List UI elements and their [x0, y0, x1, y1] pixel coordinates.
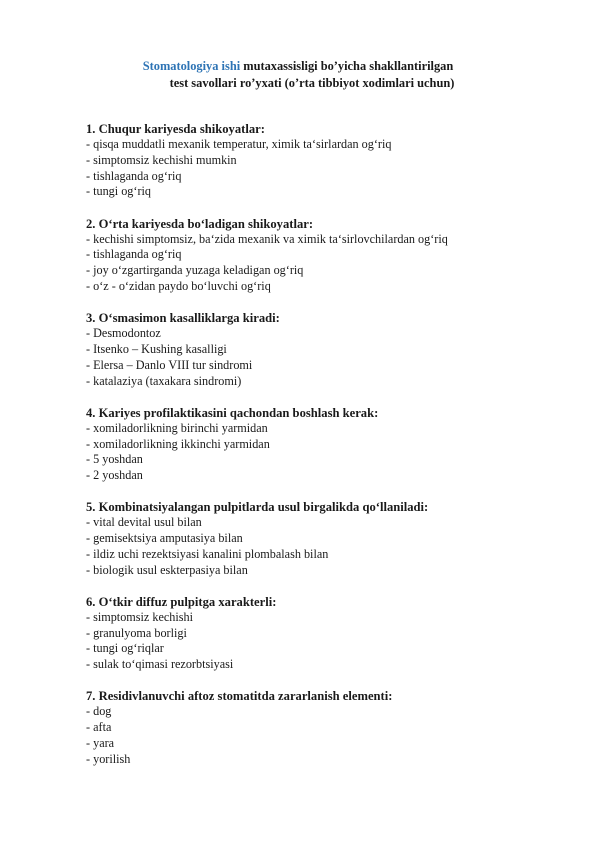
answer-option: - o‘z - o‘zidan paydo bo‘luvchi og‘riq	[86, 278, 271, 293]
question-title: 1. Chuqur kariyesda shikoyatlar:	[86, 122, 265, 136]
answer-option: - sulak to‘qimasi rezorbtsiyasi	[86, 657, 234, 672]
header-title	[0, 58, 596, 75]
answer-option: - katalaziya (taxakara sindromi)	[86, 373, 242, 388]
question-7	[86, 688, 556, 767]
answer-option: - dog	[86, 704, 112, 719]
question-title: 4. Kariyes profilaktikasini qachondan boshlash kerak:	[86, 405, 379, 420]
answer-option: - tungi og‘riqlar	[86, 641, 164, 656]
question-list	[86, 121, 556, 783]
answer-option: - Elersa – Danlo VIII tur sindromi	[86, 357, 253, 372]
answer-option: - joy o‘zgartirganda yuzaga keladigan og‘riq	[86, 263, 304, 278]
question-2	[86, 216, 556, 295]
question-title: 7. Residivlanuvchi aftoz stomatitda zararlanish elementi:	[86, 689, 393, 704]
answer-option: - simptomsiz kechishi mumkin	[86, 152, 237, 167]
question-title: 5. Kombinatsiyalangan pulpitlarda usul birgalikda qo‘llaniladi:	[86, 500, 429, 515]
header-subtitle: test savollari ro’yxati (o’rta tibbiyot xodimlari uchun)	[169, 76, 455, 90]
question-3	[86, 310, 556, 389]
answer-option: - tungi og‘riq	[86, 184, 151, 199]
question-4	[86, 405, 556, 484]
question-title: 2. O‘rta kariyesda bo‘ladigan shikoyatlar:	[86, 216, 314, 231]
answer-option: - gemisektsiya amputasiya bilan	[86, 531, 243, 546]
answer-option: - granulyoma borligi	[86, 625, 187, 640]
question-1	[86, 121, 556, 200]
answer-option: - xomiladorlikning ikkinchi yarmidan	[86, 436, 270, 451]
question-title: 3. O‘smasimon kasalliklarga kiradi:	[86, 311, 280, 326]
question-title: 6. O‘tkir diffuz pulpitga xarakterli:	[86, 594, 277, 609]
answer-option: - Desmodontoz	[86, 326, 161, 341]
question-5	[86, 499, 556, 578]
answer-option: - yorilish	[86, 751, 131, 766]
question-6	[86, 594, 556, 673]
document-header	[0, 58, 596, 92]
answer-option: - vital devital usul bilan	[86, 515, 202, 530]
answer-option: - xomiladorlikning birinchi yarmidan	[86, 420, 268, 435]
answer-option: - yara	[86, 736, 115, 751]
answer-option: - kechishi simptomsiz, ba‘zida mexanik va ximik ta‘sirlovchilardan og‘riq	[86, 231, 448, 246]
answer-option: - tishlaganda og‘riq	[86, 247, 182, 262]
answer-option: - simptomsiz kechishi	[86, 609, 193, 624]
answer-option: - 5 yoshdan	[86, 452, 143, 467]
answer-option: - ildiz uchi rezektsiyasi kanalini plombalash bilan	[86, 546, 329, 561]
answer-option: - afta	[86, 720, 112, 735]
answer-option: - qisqa muddatli mexanik temperatur, ximik ta‘sirlardan og‘riq	[86, 137, 392, 151]
header-title-accent: Stomatologiya ishi	[142, 59, 241, 73]
answer-option: - Itsenko – Kushing kasalligi	[86, 341, 227, 356]
answer-option: - 2 yoshdan	[86, 468, 143, 483]
answer-option: - tishlaganda og‘riq	[86, 168, 182, 183]
header-title-rest: mutaxassisligi bo’yicha shakllantirilgan	[240, 59, 454, 73]
answer-option: - biologik usul eskterpasiya bilan	[86, 562, 248, 577]
